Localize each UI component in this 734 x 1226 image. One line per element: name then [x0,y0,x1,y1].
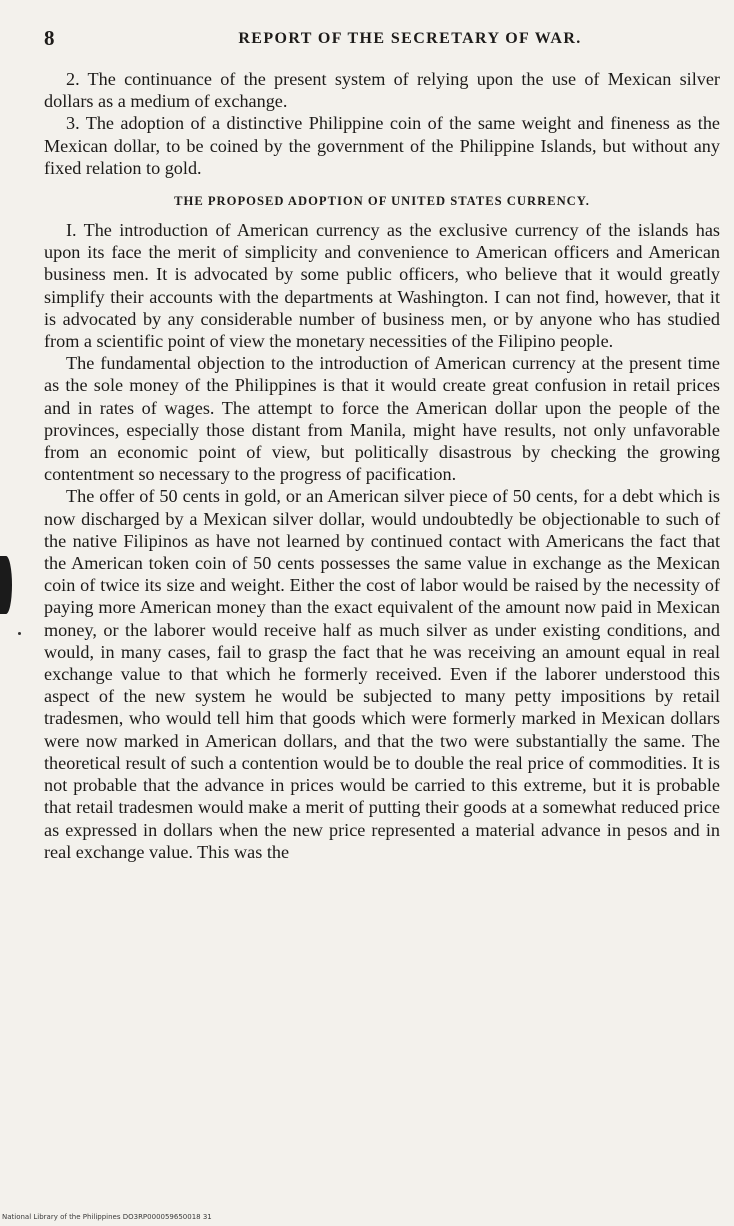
body-text [44,68,720,863]
scan-speck [18,632,21,635]
paragraph-american-currency: I. The introduction of American currency as the exclusive currency of the islands has upon its face the merit of simplicity and convenience to American officers and American business men. It is advocated by some public officers, who believe that it would greatly simplify their accounts with the departments at Washington. I can not find, however, that it is advocated by any considerable number of business men, or by anyone who has studied from a scientific point of view the monetary necessities of the Filipino people. [44,220,720,352]
paragraph-fundamental-objection: The fundamental objection to the introduction of American currency at the present time as the sole money of the Philippines is that it would create great confusion in retail prices and in rates of wages. The attempt to force the American dollar upon the people of the provinces, especially those distant from Manila, might have results, not only unfavorable from an economic point of view, but politically disastrous by checking the growing contentment so necessary to the progress of pacification. [44,353,720,485]
library-stamp: National Library of the Philippines DO3RP000059650018 31 [2,1213,212,1221]
paragraph-offer-of-50-cents: The offer of 50 cents in gold, or an American silver piece of 50 cents, for a debt which is now discharged by a Mexican silver dollar, would undoubtedly be objectionable to such of the native Filipinos as have not learned by continued contact with Americans the fact that the American token coin of 50 cents possesses the same value in exchange as the Mexican coin of twice its size and weight. Either the cost of labor would be raised by the necessity of paying more American money than the exact equivalent of the amount now paid in Mexican money, or the laborer would receive half as much silver as under existing conditions, and would, in many cases, fail to grasp the fact that he was receiving an amount equal in real exchange value to that which he formerly received. Even if the laborer understood this aspect of the new system he would be subjected to many petty impositions by retail tradesmen, who would tell him that goods which were formerly marked in Mexican dollars were now marked in American dollars, and that the two were substantially the same. The theoretical result of such a contention would be to double the real price of commodities. It is not probable that the advance in prices would be carried to this extreme, but it is probable that retail tradesmen would make a merit of putting their goods at a somewhat reduced price as expressed in dollars when the new price represented a material advance in pesos and in real exchange value. This was the [44,486,720,862]
running-head: REPORT OF THE SECRETARY OF WAR. [238,30,582,47]
paragraph-option-3: 3. The adoption of a distinctive Philippine coin of the same weight and fineness as the Mexican dollar, to be coined by the government of the Philippine Islands, but without any fixed relation to gold. [44,113,720,178]
page-number: 8 [44,26,55,50]
section-heading: THE PROPOSED ADOPTION OF UNITED STATES CURRENCY. [174,194,590,209]
paragraph-option-2: 2. The continuance of the present system of relying upon the use of Mexican silver dollars as a medium of exchange. [44,69,720,112]
scan-edge-mark [0,556,12,614]
